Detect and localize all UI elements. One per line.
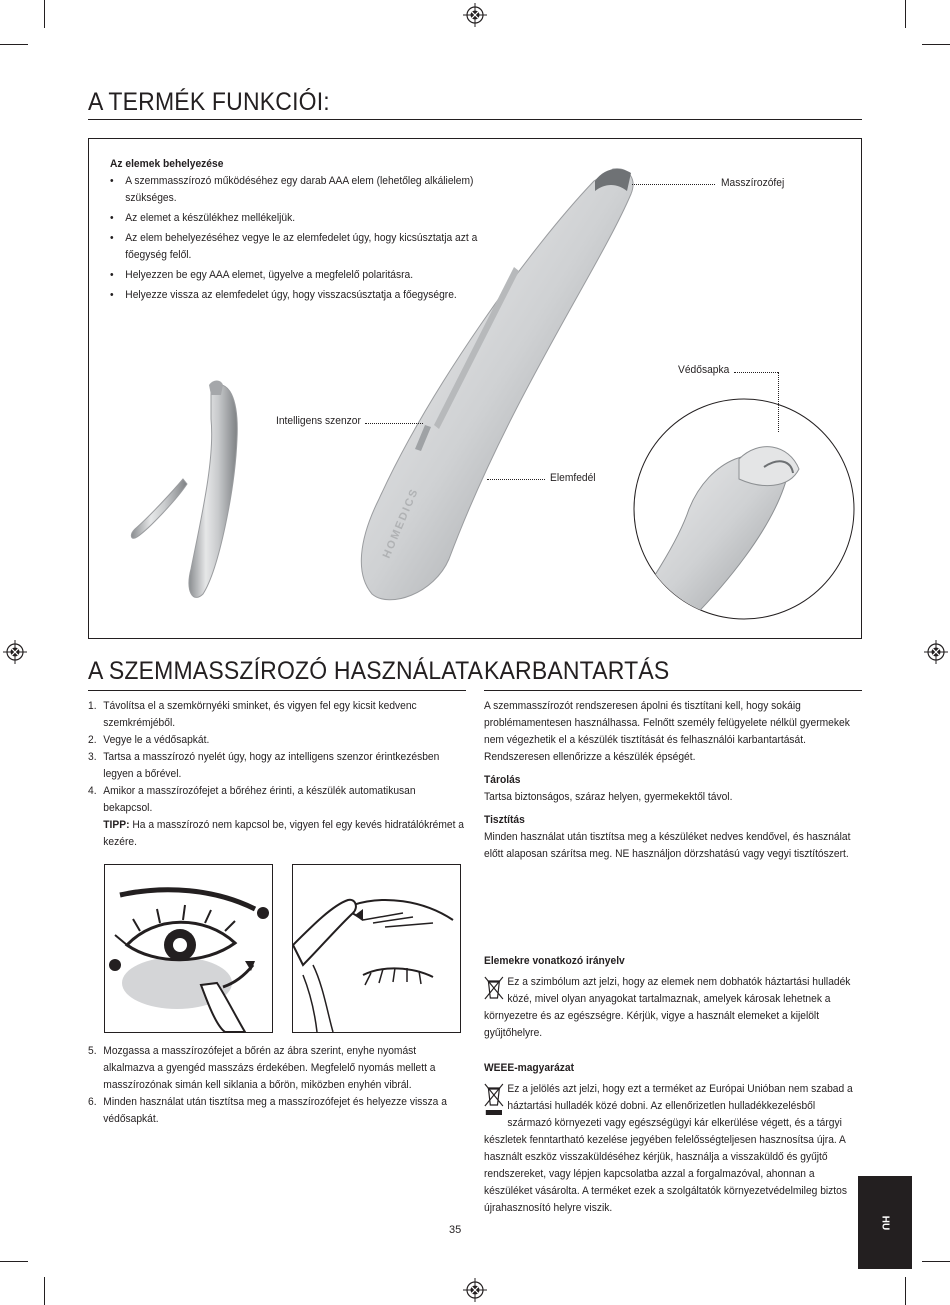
weee-heading: WEEE-magyarázat — [484, 1062, 575, 1074]
callout-line — [778, 372, 779, 432]
usage-steps-continued — [88, 1043, 466, 1128]
battery-directive-text: Ez a szimbólum azt jelzi, hogy az elemek nem dobhatók háztartási hulladék közé, mivel olyan anyagokat tartalmaznak, amelyek károsak lehetnek a környezetre és az egészségre. Kérjük, vigye a használt elemeket a kijelölt gyűjtőhelyre. — [484, 976, 851, 1039]
cleaning-heading: Tisztítás — [484, 814, 525, 826]
title-rule — [484, 690, 862, 691]
maintenance-intro: A szemmasszírozót rendszeresen ápolni és tisztítani kell, hogy sokáig problémamentesen használhassa. Felnőtt személy felügyelete nélkül gyermekek nem végezhetik el a készülék tisztítását és felhasználói karbantartását. Rendszeresen ellenőrizze a készülék épségét. — [484, 700, 850, 763]
tip: TIPP: Ha a masszírozó nem kapcsol be, vigyen fel egy kevés hidratálókrémet a kezére. — [103, 819, 464, 848]
list-item: • Helyezze vissza az elemfedelet úgy, hogy visszacsúsztatja a főegységre. — [110, 287, 488, 304]
list-item: 6. Minden használat után tisztítsa meg a masszírozófejet és helyezze vissza a védősapkát. — [88, 1096, 447, 1125]
list-item: • Az elemet a készülékhez mellékeljük. — [110, 210, 488, 227]
product-functions-title: A TERMÉK FUNKCIÓI: — [88, 88, 330, 116]
usage-title: A SZEMMASSZÍROZÓ HASZNÁLATA — [88, 657, 484, 685]
callout-cap: Védősapka — [678, 364, 730, 376]
title-rule — [88, 690, 466, 691]
callout-line — [734, 372, 778, 373]
crop-mark — [905, 1277, 906, 1305]
storage-text: Tartsa biztonságos, száraz helyen, gyermekektől távol. — [484, 791, 733, 803]
crop-mark — [44, 1277, 45, 1305]
list-item: 3. Tartsa a masszírozó nyelét úgy, hogy az intelligens szenzor érintkezésben legyen a bőrével. — [88, 751, 440, 780]
list-item: 2. Vegye le a védősapkát. — [88, 734, 210, 746]
usage-steps — [88, 698, 466, 851]
list-item: • A szemmasszírozó működéséhez egy darab AAA elem (lehetőleg alkálielem) szükséges. — [110, 173, 488, 207]
registration-mark-icon — [3, 640, 27, 664]
brand-logo: HOMEDICS — [380, 486, 422, 561]
crop-mark — [0, 1261, 28, 1262]
crossed-bin-icon — [484, 976, 504, 1000]
maintenance-title: KARBANTARTÁS — [484, 657, 670, 685]
usage-steps-list — [88, 698, 466, 851]
callout-line — [365, 423, 423, 424]
callout-line — [632, 184, 715, 185]
maintenance-text — [484, 698, 860, 863]
crop-mark — [0, 44, 28, 45]
weee-text: Ez a jelölés azt jelzi, hogy ezt a terméket az Európai Unióban nem szabad a háztartási hulladék közé dobni. Az ellenőrizetlen hulladékkezelésből származó környezeti vagy egészségügyi kár elkerülése végett, és a tárgyi készletek fenntartható kezelése jegyében felelősségteljesen hasznosítsa újra. A használt eszköz visszaküldéséhez kérjük, használja a visszaküldő és gyűjtő rendszereket, vagy lépjen kapcsolatba azzal a forgalmazóval, ahonnan a készüléket vásárolta. A terméket ezek a szolgáltatók környezetvédelmileg biztos újrahasznosító helyre viszik. — [484, 1083, 853, 1214]
registration-mark-icon — [463, 3, 487, 27]
cleaning-text: Minden használat után tisztítsa meg a készüléket nedves kendővel, és használat előtt alaposan szárítsa meg. NE használjon dörzshatású vagy vegyi tisztítószert. — [484, 831, 851, 860]
language-tab-label: HU — [879, 1215, 891, 1230]
battery-directive-heading: Elemekre vonatkozó irányelv — [484, 955, 625, 967]
usage-steps-list — [88, 1043, 466, 1128]
list-item: • Az elem behelyezéséhez vegye le az elemfedelet úgy, hogy kicsúsztatja azt a főegység felől. — [110, 230, 488, 264]
list-item: • Helyezzen be egy AAA elemet, ügyelve a megfelelő polaritásra. — [110, 267, 488, 284]
battery-list — [110, 173, 488, 304]
battery-heading: Az elemek behelyezése — [110, 158, 224, 170]
battery-instructions — [110, 156, 488, 304]
list-item: 5. Mozgassa a masszírozófejet a bőrén az ábra szerint, enyhe nyomást alkalmazva a gyengéd masszázs érdekében. Megfelelő nyomás mellett a masszírozónak simán kell siklania a bőrön, miközben enyhén vibrál. — [88, 1045, 436, 1091]
battery-directive — [484, 953, 860, 1042]
eye-massage-illustration — [104, 864, 273, 1033]
callout-sensor: Intelligens szenzor — [276, 415, 361, 427]
registration-mark-icon — [924, 640, 948, 664]
product-diagram-panel — [88, 138, 862, 639]
eyebrow-massage-illustration — [292, 864, 461, 1033]
crop-mark — [44, 0, 45, 28]
list-item: 4. Amikor a masszírozófejet a bőréhez érinti, a készülék automatikusan bekapcsol. — [88, 785, 416, 814]
list-item: 1. Távolítsa el a szemkörnyéki sminket, és vigyen fel egy kicsit kedvenc szemkrémjéből. — [88, 700, 417, 729]
callout-massage-head: Masszírozófej — [721, 177, 785, 189]
storage-heading: Tárolás — [484, 774, 521, 786]
crop-mark — [922, 1261, 950, 1262]
title-rule — [88, 119, 862, 120]
crop-mark — [922, 44, 950, 45]
weee-bin-icon — [484, 1083, 504, 1117]
language-tab — [858, 1176, 912, 1269]
crop-mark — [905, 0, 906, 28]
weee-section — [484, 1060, 860, 1217]
registration-mark-icon — [463, 1278, 487, 1302]
callout-line — [487, 479, 545, 480]
callout-battery-cover: Elemfedél — [550, 472, 596, 484]
page-number: 35 — [449, 1224, 462, 1236]
